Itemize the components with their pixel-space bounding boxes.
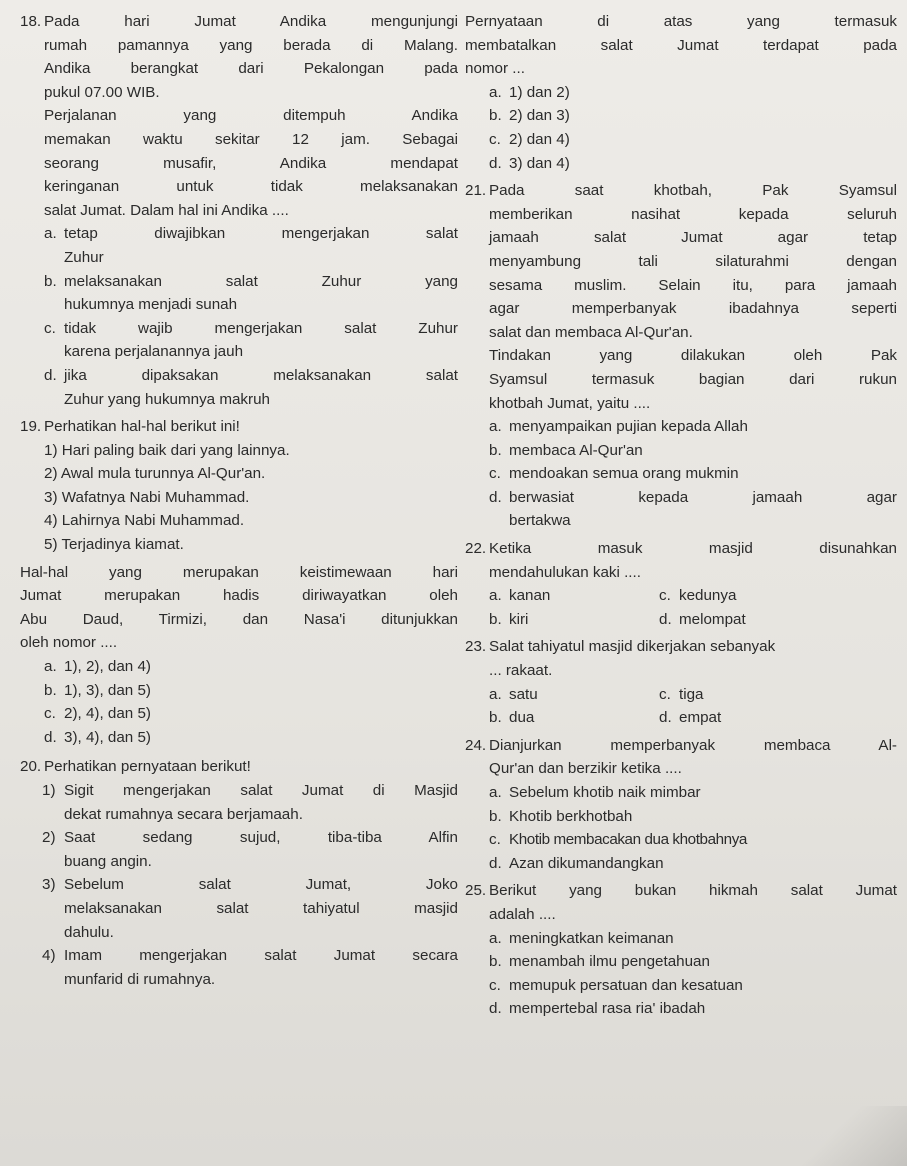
question-25 bbox=[465, 879, 897, 926]
answer-option[interactable] bbox=[20, 702, 458, 726]
option-text: Sebelum khotib naik mimbar bbox=[509, 784, 701, 801]
option-letter: c. bbox=[489, 976, 501, 994]
question-text-line: Berikut yang bukan hikmah salat Jumat bbox=[489, 882, 897, 900]
question-text-line: ... rakaat. bbox=[489, 662, 553, 680]
question-number: 21. bbox=[465, 182, 487, 200]
statement-label: 4) bbox=[42, 947, 56, 965]
statement-text-line: dekat rumahnya secara berjamaah. bbox=[64, 805, 303, 823]
answer-option[interactable] bbox=[20, 726, 458, 750]
question-text-line: menyambung tali silaturahmi dengan bbox=[489, 252, 897, 270]
list-item: 2) Awal mula turunnya Al-Qur'an. bbox=[44, 465, 266, 483]
question-number: 24. bbox=[465, 736, 487, 754]
statement-item bbox=[20, 873, 458, 944]
answer-option[interactable] bbox=[465, 950, 897, 974]
question-number: 22. bbox=[465, 540, 487, 558]
option-letter: b. bbox=[489, 807, 502, 825]
option-text: 2), 4), dan 5) bbox=[64, 705, 151, 723]
option-text-line: tidak wajib mengerjakan salat Zuhur bbox=[64, 319, 458, 337]
list-item: 5) Terjadinya kiamat. bbox=[44, 536, 184, 554]
option-text: Khotib membacakan dua khotbahnya bbox=[509, 831, 747, 849]
answer-option[interactable] bbox=[465, 462, 897, 486]
option-text: 2) dan 3) bbox=[509, 107, 570, 125]
statement-text-line: melaksanakan salat tahiyatul masjid bbox=[64, 899, 458, 917]
question-text-line: keringanan untuk tidak melaksanakan bbox=[44, 178, 458, 196]
statement-text-line: buang angin. bbox=[64, 852, 152, 870]
answer-option[interactable] bbox=[465, 781, 897, 805]
question-text-line: Pada hari Jumat Andika mengunjungi bbox=[44, 13, 458, 30]
statement-text-line: Imam mengerjakan salat Jumat secara bbox=[64, 947, 458, 965]
page-shadow bbox=[787, 1106, 907, 1166]
question-text-line: jamaah salat Jumat agar tetap bbox=[489, 229, 897, 247]
answer-option-row bbox=[465, 608, 897, 632]
question-stem-line: oleh nomor .... bbox=[20, 634, 118, 652]
option-text[interactable]: satu bbox=[509, 685, 538, 703]
option-letter: c. bbox=[489, 130, 501, 148]
option-text-line: hukumnya menjadi sunah bbox=[64, 296, 238, 314]
question-number: 25. bbox=[465, 882, 487, 900]
option-text-line: tetap diwajibkan mengerjakan salat bbox=[64, 225, 458, 243]
question-text-line: sesama muslim. Selain itu, para jamaah bbox=[489, 276, 897, 294]
statement-text-line: Sigit mengerjakan salat Jumat di Masjid bbox=[64, 782, 458, 799]
statement-text-line: Sebelum salat Jumat, Joko bbox=[64, 876, 458, 894]
question-text-line: salat Jumat. Dalam hal ini Andika .... bbox=[44, 201, 289, 219]
option-pair[interactable] bbox=[659, 608, 859, 632]
option-text-line: membaca Al-Qur'an bbox=[509, 441, 643, 459]
question-text-line: memakan waktu sekitar 12 jam. Sebagai bbox=[44, 130, 458, 148]
statement-label: 2) bbox=[42, 829, 56, 847]
option-letter: b. bbox=[489, 107, 502, 125]
question-stem-line: Abu Daud, Tirmizi, dan Nasa'i ditunjukkan bbox=[20, 610, 458, 628]
option-letter: c. bbox=[44, 319, 56, 337]
question-text-line: Syamsul termasuk bagian dari rukun bbox=[489, 370, 897, 388]
option-text-line: melaksanakan salat Zuhur yang bbox=[64, 272, 458, 290]
question-text-line: Andika berangkat dari Pekalongan pada bbox=[44, 60, 458, 78]
option-letter: c. bbox=[489, 831, 501, 849]
statement-label: 3) bbox=[42, 876, 56, 894]
option-text[interactable]: dua bbox=[509, 709, 535, 727]
list-item: 4) Lahirnya Nabi Muhammad. bbox=[44, 512, 245, 530]
answer-option[interactable] bbox=[20, 270, 458, 317]
option-pair[interactable] bbox=[659, 683, 859, 707]
statement-text-line: Saat sedang sujud, tiba-tiba Alfin bbox=[64, 829, 458, 847]
option-letter: a. bbox=[489, 784, 502, 801]
answer-option[interactable] bbox=[465, 828, 897, 852]
option-letter: a. bbox=[489, 929, 502, 947]
option-text: 2) dan 4) bbox=[509, 130, 570, 148]
option-letter: d. bbox=[489, 488, 502, 506]
answer-option[interactable] bbox=[465, 997, 897, 1021]
answer-option[interactable] bbox=[465, 81, 897, 105]
option-text: kedunya bbox=[679, 587, 737, 605]
option-text-line: menyampaikan pujian kepada Allah bbox=[509, 418, 748, 436]
answer-option[interactable] bbox=[20, 317, 458, 364]
option-letter: d. bbox=[489, 854, 502, 872]
option-letter: c. bbox=[44, 705, 56, 723]
question-text-line: Salat tahiyatul masjid dikerjakan sebanyak bbox=[489, 638, 776, 656]
answer-option[interactable] bbox=[465, 974, 897, 998]
question-20 bbox=[20, 755, 458, 779]
option-letter: d. bbox=[659, 709, 672, 727]
question-intro: Perhatikan hal-hal berikut ini! bbox=[44, 418, 240, 436]
statement-label: 1) bbox=[42, 782, 56, 799]
option-letter: d. bbox=[659, 610, 672, 628]
question-text-line: mendahulukan kaki .... bbox=[489, 563, 641, 581]
question-intro: Perhatikan pernyataan berikut! bbox=[44, 758, 251, 776]
answer-option[interactable] bbox=[20, 222, 458, 269]
answer-option[interactable] bbox=[465, 152, 897, 176]
question-text-line: Pada saat khotbah, Pak Syamsul bbox=[489, 182, 897, 200]
option-letter: d. bbox=[489, 1000, 502, 1018]
option-text: 1) dan 2) bbox=[509, 83, 570, 101]
question-number: 19. bbox=[20, 418, 42, 436]
answer-option[interactable] bbox=[465, 439, 897, 463]
answer-option-row bbox=[465, 683, 897, 707]
question-stem-line: Hal-hal yang merupakan keistimewaan hari bbox=[20, 563, 458, 581]
option-text-line: Zuhur yang hukumnya makruh bbox=[64, 390, 270, 408]
option-text-line: bertakwa bbox=[509, 512, 571, 530]
option-letter: d. bbox=[44, 728, 57, 746]
option-text-line: berwasiat kepada jamaah agar bbox=[509, 488, 897, 506]
question-number: 23. bbox=[465, 638, 487, 656]
question-text-line: salat dan membaca Al-Qur'an. bbox=[489, 323, 693, 341]
option-text: melompat bbox=[679, 610, 746, 628]
question-text-line: rumah pamannya yang berada di Malang. bbox=[44, 36, 458, 54]
answer-option[interactable] bbox=[20, 655, 458, 679]
option-text-line: jika dipaksakan melaksanakan salat bbox=[64, 366, 458, 384]
question-text-line: agar memperbanyak ibadahnya seperti bbox=[489, 300, 897, 318]
option-letter: a. bbox=[44, 658, 57, 676]
option-text: 1), 3), dan 5) bbox=[64, 681, 151, 699]
option-letter: c. bbox=[659, 685, 671, 703]
question-text-line: Dianjurkan memperbanyak membaca Al- bbox=[489, 736, 897, 754]
option-letter: c. bbox=[659, 587, 671, 605]
option-text: memupuk persatuan dan kesatuan bbox=[509, 976, 743, 994]
option-letter: a. bbox=[44, 225, 57, 243]
option-letter: b. bbox=[44, 272, 57, 290]
option-letter: b. bbox=[489, 441, 502, 459]
question-text-line: khotbah Jumat, yaitu .... bbox=[489, 394, 651, 412]
option-text: 1), 2), dan 4) bbox=[64, 658, 151, 676]
option-text-line: mendoakan semua orang mukmin bbox=[509, 465, 739, 483]
answer-option[interactable] bbox=[465, 104, 897, 128]
answer-option[interactable] bbox=[20, 679, 458, 703]
option-letter: a. bbox=[489, 83, 502, 101]
option-letter: a. bbox=[489, 587, 502, 605]
option-text-line: karena perjalanannya jauh bbox=[64, 343, 244, 361]
option-letter: b. bbox=[489, 953, 502, 971]
answer-option[interactable] bbox=[465, 927, 897, 951]
question-21 bbox=[465, 179, 897, 415]
question-stem-line: Jumat merupakan hadis diriwayatkan oleh bbox=[20, 587, 458, 605]
list-item: 3) Wafatnya Nabi Muhammad. bbox=[44, 488, 250, 506]
option-text: empat bbox=[679, 709, 722, 727]
statement-item bbox=[20, 944, 458, 991]
option-letter: a. bbox=[489, 418, 502, 436]
option-text[interactable]: kiri bbox=[509, 610, 529, 628]
question-24 bbox=[465, 734, 897, 781]
list-item: 1) Hari paling baik dari yang lainnya. bbox=[44, 441, 290, 459]
option-text: tiga bbox=[679, 685, 704, 703]
option-letter: c. bbox=[489, 465, 501, 483]
option-text: 3) dan 4) bbox=[509, 154, 570, 172]
option-text: mempertebal rasa ria' ibadah bbox=[509, 1000, 706, 1018]
option-pair[interactable] bbox=[659, 706, 859, 730]
statement-text-line: munfarid di rumahnya. bbox=[64, 970, 216, 988]
answer-option[interactable] bbox=[20, 364, 458, 411]
option-letter: a. bbox=[489, 685, 502, 703]
question-text-line: Tindakan yang dilakukan oleh Pak bbox=[489, 347, 897, 365]
option-letter: d. bbox=[44, 366, 57, 384]
question-stem-line: membatalkan salat Jumat terdapat pada bbox=[465, 36, 897, 54]
option-letter: d. bbox=[489, 154, 502, 172]
option-text: 3), 4), dan 5) bbox=[64, 728, 151, 746]
answer-option[interactable] bbox=[465, 486, 897, 533]
option-text[interactable]: kanan bbox=[509, 587, 551, 605]
option-pair[interactable] bbox=[659, 584, 859, 608]
question-stem-line: Pernyataan di atas yang termasuk bbox=[465, 13, 897, 30]
question-text-line: Ketika masuk masjid disunahkan bbox=[489, 540, 897, 558]
question-number: 20. bbox=[20, 758, 42, 776]
question-18 bbox=[20, 10, 458, 222]
question-22 bbox=[465, 537, 897, 584]
question-text-line: seorang musafir, Andika mendapat bbox=[44, 154, 458, 172]
question-19 bbox=[20, 415, 458, 439]
answer-option-row bbox=[465, 706, 897, 730]
statement-item bbox=[20, 826, 458, 873]
question-text-line: memberikan nasihat kepada seluruh bbox=[489, 205, 897, 223]
statement-text-line: dahulu. bbox=[64, 923, 114, 941]
question-text-line: pukul 07.00 WIB. bbox=[44, 83, 160, 101]
question-text-line: adalah .... bbox=[489, 905, 556, 923]
option-text: menambah ilmu pengetahuan bbox=[509, 953, 710, 971]
question-text-line: Qur'an dan berzikir ketika .... bbox=[489, 760, 682, 778]
option-text: Khotib berkhotbah bbox=[509, 807, 633, 825]
question-text-line: Perjalanan yang ditempuh Andika bbox=[44, 107, 458, 125]
option-text: meningkatkan keimanan bbox=[509, 929, 674, 947]
left-column bbox=[20, 10, 458, 991]
option-text: Azan dikumandangkan bbox=[509, 854, 664, 872]
option-letter: b. bbox=[489, 709, 502, 727]
answer-option[interactable] bbox=[465, 415, 897, 439]
question-23 bbox=[465, 635, 897, 682]
option-letter: b. bbox=[489, 610, 502, 628]
question-stem-line: nomor ... bbox=[465, 60, 525, 78]
answer-option-row bbox=[465, 584, 897, 608]
option-letter: b. bbox=[44, 681, 57, 699]
statement-item bbox=[20, 779, 458, 826]
answer-option[interactable] bbox=[465, 128, 897, 152]
answer-option[interactable] bbox=[465, 852, 897, 876]
question-number: 18. bbox=[20, 13, 42, 30]
answer-option[interactable] bbox=[465, 805, 897, 829]
option-text-line: Zuhur bbox=[64, 248, 104, 266]
right-column bbox=[465, 10, 897, 1021]
